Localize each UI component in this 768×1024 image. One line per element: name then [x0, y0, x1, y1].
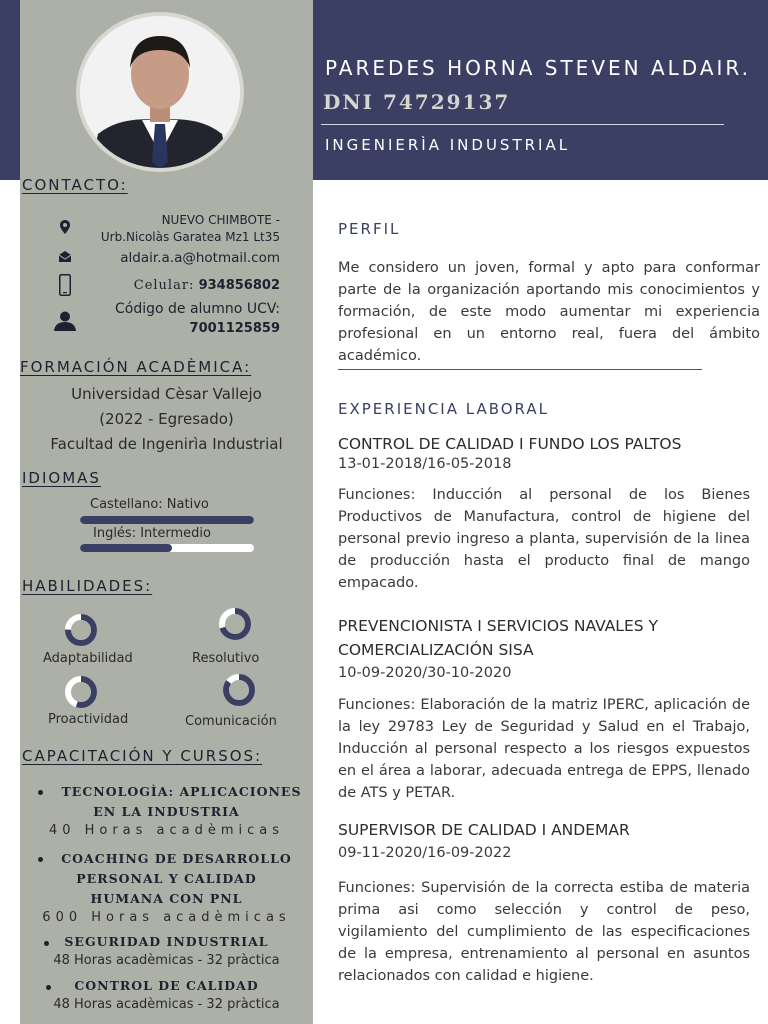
job-description: Funciones: Supervisión de la correcta estiba de materia prima asi como selección y control de peso, vigilamiento del cumplimiento de las especificaciones de la empresa, entrenamiento al personal en asuntos relacionados con calidad e higiene. — [338, 880, 750, 984]
profile-text: Me considero un joven, formal y apto para conformar parte de la organización aportando mis conocimientos y formación, de este modo aumentar mi experiencia profesional en un entorno real, fuera del ámbito académico. — [338, 260, 760, 364]
education-university: Universidad Cèsar Vallejo — [71, 385, 262, 403]
header-band-left — [0, 0, 20, 180]
envelope-icon — [50, 250, 80, 265]
skill-label: Resolutivo — [192, 651, 260, 666]
skill-label: Proactividad — [48, 712, 129, 727]
languages-title: IDIOMAS — [22, 469, 101, 487]
candidate-dni: DNI 74729137 — [323, 90, 511, 114]
job-title: SUPERVISOR DE CALIDAD I ANDEMAR — [338, 821, 630, 839]
contact-email — [50, 250, 280, 272]
job-dates: 09-11-2020/16-09-2022 — [338, 845, 512, 861]
skills-title: HABILIDADES: — [22, 577, 153, 595]
language-level-fill — [80, 516, 254, 524]
user-icon — [50, 311, 80, 334]
skill-label: Adaptabilidad — [43, 651, 133, 666]
job-dates: 10-09-2020/30-10-2020 — [338, 665, 512, 681]
phone-number[interactable]: 934856802 — [198, 278, 280, 293]
header-divider — [321, 124, 724, 125]
skill-level-donut — [64, 613, 98, 647]
contact-phone — [50, 276, 280, 298]
location-pin-icon — [50, 220, 80, 237]
student-code-value: 7001125859 — [189, 321, 280, 336]
course-item: TECNOLOGÌA: APLICACIONES EN LA INDUSTRIA 40 Horas acadèmicas — [48, 784, 302, 838]
email-text[interactable]: aldair.a.a@hotmail.com — [120, 250, 280, 266]
courses-title: CAPACITACIÓN Y CURSOS: — [22, 747, 263, 765]
course-item: COACHING DE DESARROLLO PERSONAL Y CALIDAD HUMANA CON PNL 600 Horas acadèmicas — [42, 851, 292, 925]
profile-divider — [338, 369, 702, 370]
address-line-1: NUEVO CHIMBOTE - — [161, 213, 280, 227]
profile-photo — [76, 12, 244, 172]
education-title: FORMACIÓN ACADÈMICA: — [20, 358, 252, 376]
language-level-fill — [80, 544, 172, 552]
skill-level-donut — [218, 607, 252, 641]
job-title: CONTROL DE CALIDAD I FUNDO LOS PALTOS — [338, 435, 682, 453]
language-label: Inglés: Intermedio — [93, 526, 211, 541]
profile-title: PERFIL — [338, 220, 401, 238]
candidate-career: INGENIERÌA INDUSTRIAL — [325, 136, 571, 154]
job-title: PREVENCIONISTA I SERVICIOS NAVALES Y COMERCIALIZACIÓN SISA — [338, 617, 658, 659]
job-dates: 13-01-2018/16-05-2018 — [338, 456, 512, 472]
language-level-bar — [80, 516, 254, 524]
language-label: Castellano: Nativo — [90, 497, 209, 512]
contact-title: CONTACTO: — [22, 176, 128, 194]
phone-label: Celular: — [133, 278, 195, 293]
education-faculty: Facultad de Ingenirìa Industrial — [50, 435, 283, 453]
skill-level-donut — [64, 675, 98, 709]
contact-address — [50, 212, 280, 246]
candidate-name: PAREDES HORNA STEVEN ALDAIR. — [325, 56, 751, 80]
education-period: (2022 - Egresado) — [99, 410, 234, 428]
skill-label: Comunicación — [185, 714, 277, 729]
address-line-2: Urb.Nicolàs Garatea Mz1 Lt35 — [100, 230, 280, 244]
language-level-bar — [80, 544, 254, 552]
person-portrait-icon — [80, 16, 240, 168]
mobile-phone-icon — [50, 274, 80, 299]
experience-title: EXPERIENCIA LABORAL — [338, 400, 549, 418]
job-description: Funciones: Inducción al personal de los Bienes Productivos de Manufactura, control de higiene del personal previo ingreso a planta, supervisión de la linea de producción hasta el producto final de mango empacado. — [338, 487, 750, 591]
course-item: CONTROL DE CALIDAD 48 Horas acadèmicas - 32 pràctica — [53, 978, 280, 1012]
contact-student-code — [50, 299, 280, 339]
skill-level-donut — [222, 673, 256, 707]
job-description: Funciones: Elaboración de la matriz IPERC, aplicación de la ley 29783 Ley de Seguridad y Salud en el Trabajo, Inducción al personal respecto a los riesgos expuestos en el área a laborar, adecuada entrega de EPPS, llenado de ATS y PETAR. — [338, 697, 750, 801]
course-item: SEGURIDAD INDUSTRIAL 48 Horas acadèmicas - 32 pràctica — [53, 934, 280, 968]
student-code-label: Código de alumno UCV: — [114, 301, 280, 317]
